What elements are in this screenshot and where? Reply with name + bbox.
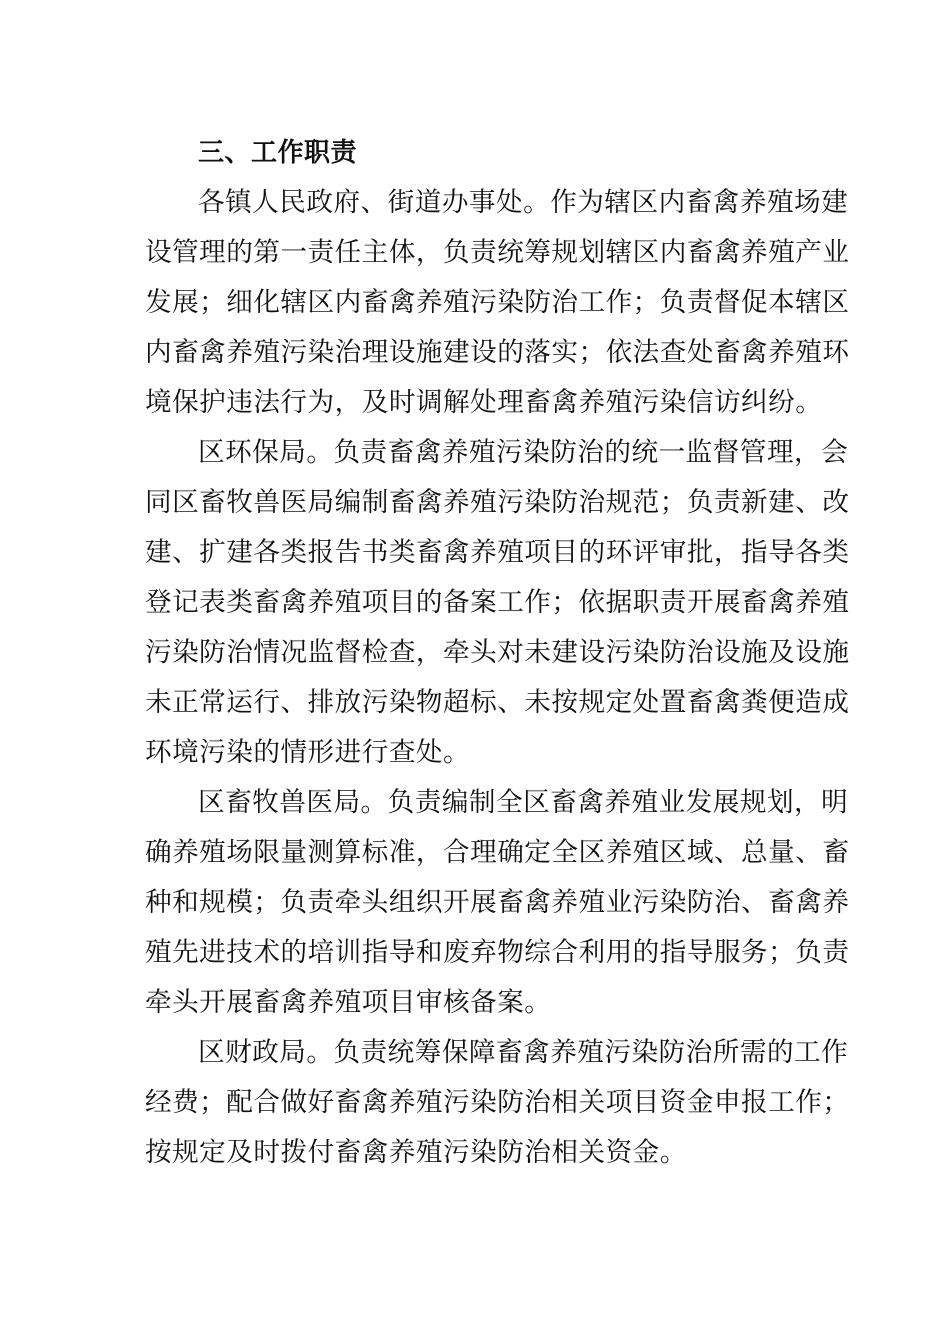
text-line: 设管理的第一责任主体，负责统筹规划辖区内畜禽养殖产业	[145, 237, 850, 268]
text-line: 同区畜牧兽医局编制畜禽养殖污染防治规范；负责新建、改	[145, 487, 850, 518]
text-line: 按规定及时拨付畜禽养殖污染防治相关资金。	[145, 1137, 687, 1168]
text-line: 未正常运行、排放污染物超标、未按规定处置畜禽粪便造成	[145, 687, 850, 718]
text-line: 污染防治情况监督检查，牵头对未建设污染防治设施及设施	[145, 637, 850, 668]
document-body	[145, 128, 850, 1178]
text-line: 建、扩建各类报告书类畜禽养殖项目的环评审批，指导各类	[145, 537, 850, 568]
text-line: 牵头开展畜禽养殖项目审核备案。	[145, 987, 552, 1018]
text-line: 发展；细化辖区内畜禽养殖污染防治工作；负责督促本辖区	[145, 287, 850, 318]
text-line: 环境污染的情形进行查处。	[145, 737, 471, 768]
text-line: 经费；配合做好畜禽养殖污染防治相关项目资金申报工作；	[145, 1087, 850, 1118]
paragraph-finance-bureau	[145, 1028, 850, 1178]
text-line: 内畜禽养殖污染治理设施建设的落实；依法查处畜禽养殖环	[145, 337, 850, 368]
text-line: 殖先进技术的培训指导和废弃物综合利用的指导服务；负责	[145, 937, 850, 968]
section-heading: 三、工作职责	[198, 138, 358, 168]
text-line: 确养殖场限量测算标准，合理确定全区养殖区域、总量、畜	[145, 837, 850, 868]
text-line: 区畜牧兽医局。负责编制全区畜禽养殖业发展规划，明	[198, 787, 849, 818]
text-line: 种和规模；负责牵头组织开展畜禽养殖业污染防治、畜禽养	[145, 887, 850, 918]
paragraph-environment-bureau	[145, 428, 850, 778]
text-line: 区环保局。负责畜禽养殖污染防治的统一监督管理，会	[198, 437, 849, 468]
text-line: 区财政局。负责统筹保障畜禽养殖污染防治所需的工作	[198, 1037, 849, 1068]
text-line: 登记表类畜禽养殖项目的备案工作；依据职责开展畜禽养殖	[145, 587, 850, 618]
text-line: 各镇人民政府、街道办事处。作为辖区内畜禽养殖场建	[198, 187, 849, 218]
paragraph-livestock-bureau	[145, 778, 850, 1028]
paragraph-towns	[145, 178, 850, 428]
text-line: 境保护违法行为，及时调解处理畜禽养殖污染信访纠纷。	[145, 387, 823, 418]
